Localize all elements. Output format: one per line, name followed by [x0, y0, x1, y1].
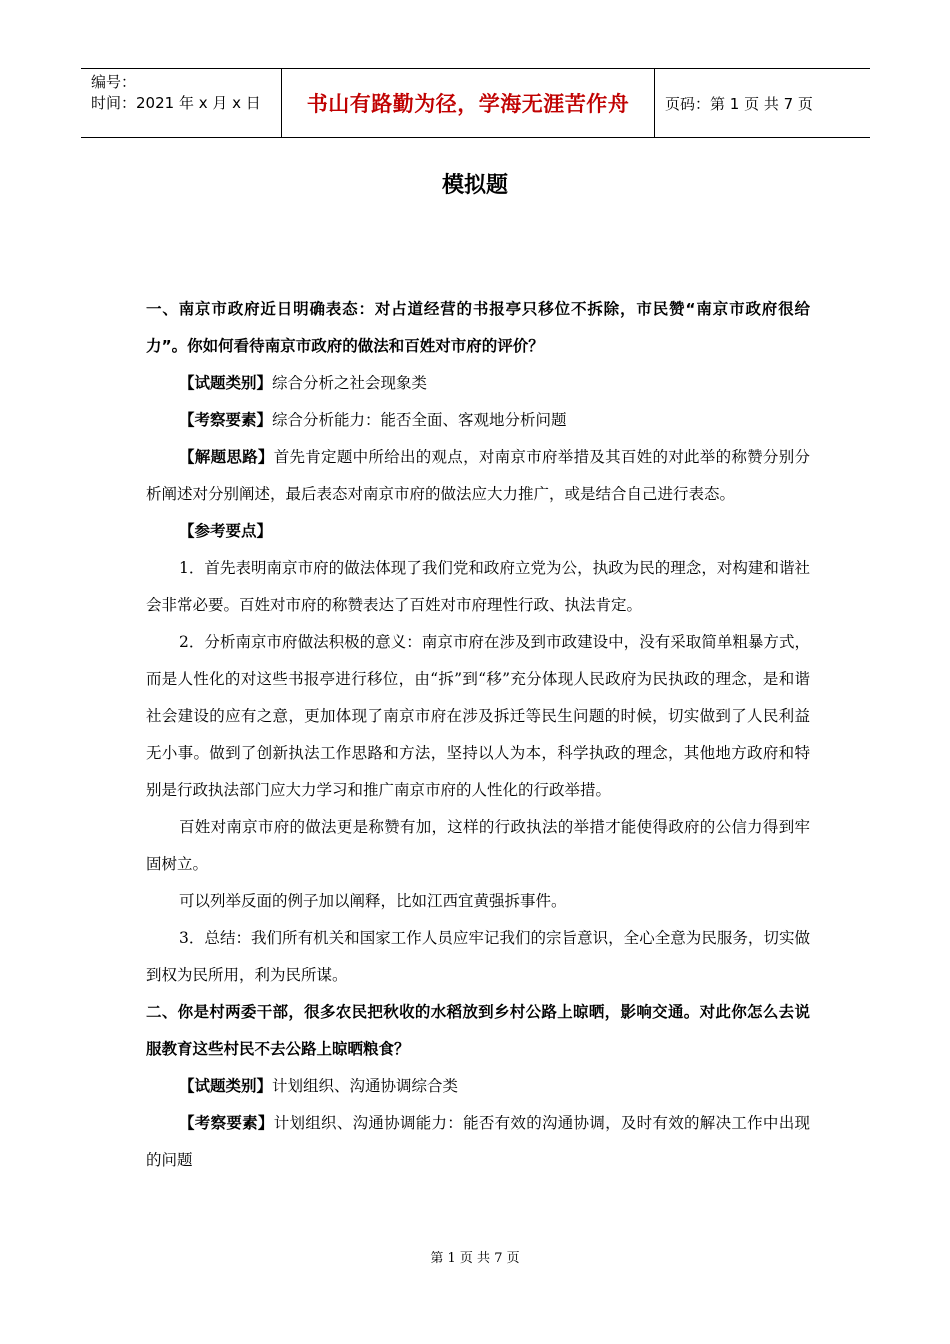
q1-point-1: 1．首先表明南京市府的做法体现了我们党和政府立党为公，执政为民的理念，对构建和谐社会非常必要。百姓对市府的称赞表达了百姓对市府理性行政、执法肯定。: [146, 559, 810, 614]
q1-element-text: 综合分析能力：能否全面、客观地分析问题: [272, 411, 567, 429]
q2-category: [146, 1068, 810, 1105]
q1-category-text: 综合分析之社会现象类: [272, 374, 428, 392]
page-header: [81, 68, 870, 138]
q2-element-label: 【考察要素】: [179, 1114, 274, 1132]
q1-points-label: 【参考要点】: [179, 522, 273, 540]
q2-element: [146, 1105, 810, 1179]
question-1: 一、南京市政府近日明确表态：对占道经营的书报亭只移位不拆除，市民赞“南京市政府很给力”。你如何看待南京市政府的做法和百姓对市府的评价？: [146, 300, 810, 355]
q1-element-label: 【考察要素】: [179, 411, 273, 429]
q1-approach: [146, 439, 810, 513]
document-number: 编号：: [91, 73, 137, 91]
q1-point-counter-example: 可以列举反面的例子加以阐释，比如江西宜黄强拆事件。: [179, 892, 567, 910]
document-body: [146, 291, 810, 1179]
header-motto: 书山有路勤为径，学海无涯苦作舟: [282, 69, 655, 137]
header-page-info: 页码：第 1 页 共 7 页: [665, 94, 813, 113]
document-date: 时间：2021 年 x 月 x 日: [91, 94, 261, 112]
question-2: 二、你是村两委干部，很多农民把秋收的水稻放到乡村公路上晾晒，影响交通。对此你怎么去说服教育这些村民不去公路上晾晒粮食？: [146, 1003, 810, 1058]
q1-element: [146, 402, 810, 439]
q1-point-2: 2．分析南京市府做法积极的意义：南京市府在涉及到市政建设中，没有采取简单粗暴方式，而是人性化的对这些书报亭进行移位，由“拆”到“移”充分体现人民政府为民执政的理念，是和谐社会建设的应有之意，更加体现了南京市府在涉及拆迁等民生问题的时候，切实做到了人民利益无小事。做到了创新执法工作思路和方法，坚持以人为本，科学执政的理念，其他地方政府和特别是行政执法部门应大力学习和推广南京市府的人性化的行政举措。: [146, 633, 810, 799]
page-footer: 第 1 页 共 7 页: [430, 1251, 520, 1266]
q2-element-text: 计划组织、沟通协调能力：能否有效的沟通协调，及时有效的解决工作中出现的问题: [146, 1114, 810, 1169]
q1-category: [146, 365, 810, 402]
q1-point-3: 3．总结：我们所有机关和国家工作人员应牢记我们的宗旨意识，全心全意为民服务，切实做到权为民所用，利为民所谋。: [146, 929, 810, 984]
q1-approach-text: 首先肯定题中所给出的观点，对南京市府举措及其百姓的对此举的称赞分别分析阐述对分别阐述，最后表态对南京市府的做法应大力推广，或是结合自己进行表态。: [146, 448, 810, 503]
q1-category-label: 【试题类别】: [179, 374, 273, 392]
q1-approach-label: 【解题思路】: [179, 448, 274, 466]
q2-category-label: 【试题类别】: [179, 1077, 273, 1095]
q1-point-public-praise: 百姓对南京市府的做法更是称赞有加，这样的行政执法的举措才能使得政府的公信力得到牢固树立。: [146, 818, 810, 873]
q2-category-text: 计划组织、沟通协调综合类: [272, 1077, 459, 1095]
page-title: 模拟题: [441, 173, 508, 198]
header-meta: [81, 69, 282, 137]
